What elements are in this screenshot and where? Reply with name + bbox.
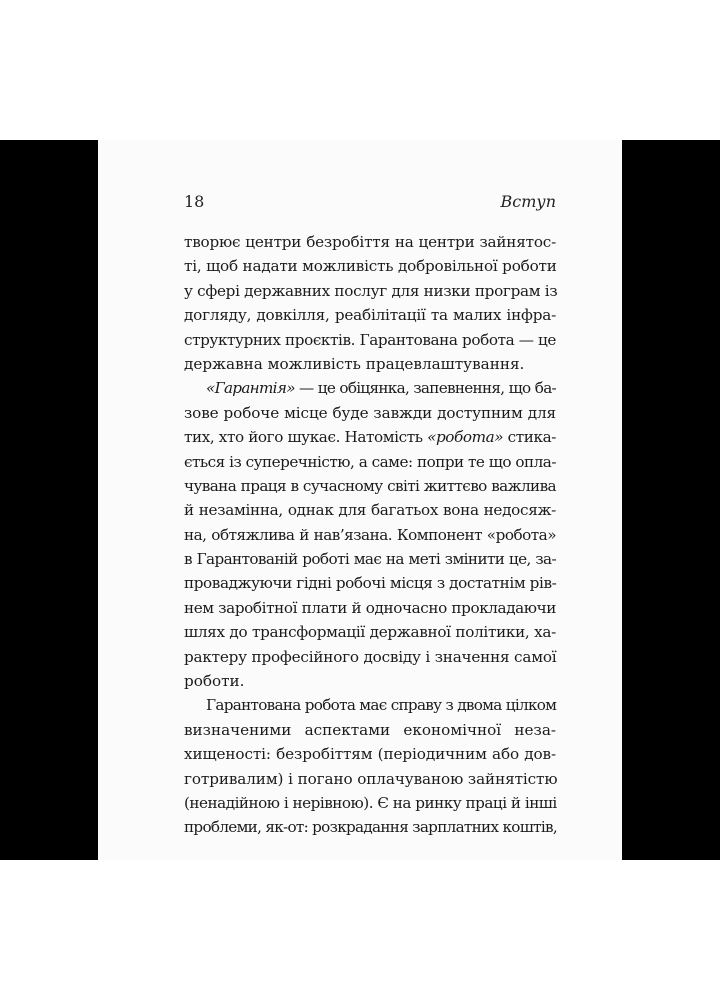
text-line: визначеними аспектами економічної неза- <box>184 720 556 739</box>
text-line: проблеми, як-от: розкрадання зарплатних коштів, <box>184 818 557 837</box>
text-line: у сфері державних послуг для низки програм із <box>184 281 558 300</box>
text-line: (ненадійною і нерівною). Є на ринку праці й інші <box>184 793 557 812</box>
text-line: нем заробітної плати й одночасно прокладаючи <box>184 598 556 617</box>
text-line: догляду, довкілля, реабілітації та малих інфра- <box>184 306 556 325</box>
text-line: шлях до трансформації державної політики, ха- <box>184 623 556 642</box>
text-fragment: — це обіцянка, запевнення, що ба- <box>294 379 556 398</box>
text-line <box>184 376 556 400</box>
right-black-band <box>622 140 720 860</box>
text-line: зове робоче місце буде завжди доступним для <box>184 403 556 422</box>
page-number: 18 <box>184 192 205 211</box>
body-text <box>184 230 556 840</box>
section-title: Вступ <box>500 192 556 211</box>
left-black-band <box>0 140 98 860</box>
emphasis-guarantee: «Гарантія» <box>206 379 295 398</box>
text-line: в Гарантованій роботі має на меті змінити це, за- <box>184 550 556 569</box>
text-line: чувана праця в сучасному світі життєво важлива <box>184 476 556 495</box>
text-fragment: стика- <box>503 428 556 447</box>
text-line: хищеності: безробіттям (періодичним або дов- <box>184 745 556 764</box>
text-line: ті, щоб надати можливість добровільної роботи <box>184 257 557 276</box>
book-page <box>98 140 622 860</box>
text-line <box>184 425 556 449</box>
emphasis-work: «робота» <box>427 428 504 447</box>
text-line: рактеру професійного досвіду і значення самої <box>184 647 557 666</box>
text-line: державна можливість працевлаштування. <box>184 354 525 373</box>
text-line: й незамінна, однак для багатьох вона недосяж- <box>184 501 556 520</box>
text-line: на, обтяжлива й нав’язана. Компонент «робота» <box>184 525 556 544</box>
text-line: готривалим) і погано оплачуваною зайнятістю <box>184 769 558 788</box>
text-line: роботи. <box>184 672 245 691</box>
text-line: проваджуючи гідні робочі місця з достатнім рів- <box>184 574 557 593</box>
text-line: структурних проєктів. Гарантована робота — це <box>184 330 556 349</box>
text-line: ється із суперечністю, а саме: попри те що опла- <box>184 452 556 471</box>
text-line: творює центри безробіття на центри зайнятос- <box>184 233 556 251</box>
text-fragment: тих, хто його шукає. Натомість <box>184 428 428 447</box>
text-line: Гарантована робота має справу з двома цілком <box>206 696 557 715</box>
